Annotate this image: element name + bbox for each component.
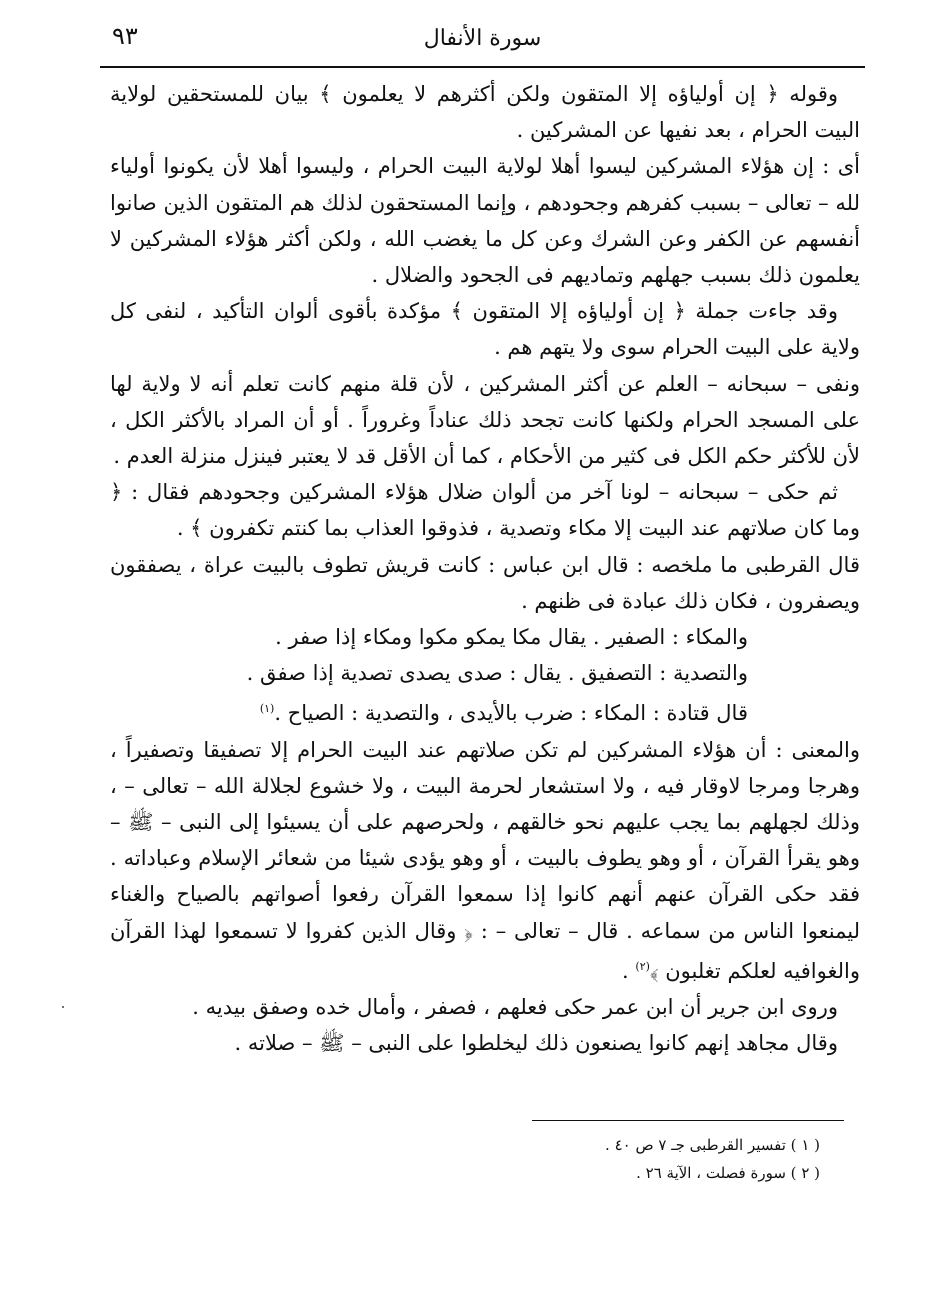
paragraph-ibn-jarir: وروى ابن جرير أن ابن عمر حكى فعلهم ، فصفر ، وأمال خده وصفق بيديه . (192, 995, 838, 1020)
page-body (110, 76, 860, 1061)
footnote-divider (532, 1120, 844, 1121)
footnote-ref-2: (٢) (635, 959, 650, 973)
paragraph-quran-quote: ثم حكى – سبحانه – لونا آخر من ألوان ضلال هؤلاء المشركين وجحودهم فقال : ﴿ وما كان صلاتهم عند البيت إلا مكاء وتصدية ، فذوقوا العذاب بما كنتم تكفرون ﴾ . (110, 480, 860, 541)
qatada-text: قال قتادة : المكاء : ضرب بالأيدى ، والتصدية : الصياح . (274, 701, 748, 726)
paragraph-general-meaning (110, 732, 860, 989)
surah-title: سورة الأنفال (423, 26, 542, 51)
paragraph-qurtubi: قال القرطبى ما ملخصه : قال ابن عباس : كانت قريش تطوف بالبيت عراة ، يصفقون ويصفرون ، فكان ذلك عبادة فى ظنهم . (110, 552, 860, 613)
paragraph-meaning: أى : إن هؤلاء المشركين ليسوا أهلا لولاية البيت الحرام ، وليسوا أهلا لأن يكونوا أولياء لله – تعالى – بسبب كفرهم وجحودهم ، وإنما المستحقون لذلك هم المتقون الذين صانوا أنفسهم عن الكفر وعن الشرك وعن كل ما يغضب الله ، ولكن أكثر هؤلاء المشركين لا يعلمون ذلك بسبب جهلهم وتماديهم فى الجحود والضلال . (110, 154, 860, 288)
page-number: ٩٣ (112, 22, 138, 50)
meaning-end: . (622, 958, 636, 983)
definition-tasdiya: والتصدية : التصفيق . يقال : صدى يصدى تصدية إذا صفق . (246, 661, 748, 686)
paragraph-mujahid: وقال مجاهد إنهم كانوا يصنعون ذلك ليخلطوا على النبى – ﷺ – صلاته . (234, 1031, 838, 1056)
meaning-text: والمعنى : أن هؤلاء المشركين لم تكن صلاتهم عند البيت الحرام إلا تصفيقا وتصفيراً ، وهرجا ومرجا لاوقار فيه ، ولا استشعار لحرمة البيت ، ولا خشوع لجلالة الله – تعالى – ، وذلك لجهلهم بما يجب عليهم نحو خالقهم ، ولحرصهم على أن يسيئوا إلى النبى – ﷺ – وهو يقرأ القرآن ، أو وهو يطوف بالبيت ، أو وهو يؤدى شيئا من شعائر الإسلام وعباداته . فقد حكى القرآن عنهم أنهم كانوا إذا سمعوا القرآن رفعوا أصواتهم بالصياح والغناء ليمنعوا الناس من سماعه . قال – تعالى – : ﴿ وقال الذين كفروا لا تسمعوا لهذا القرآن والغوافيه لعلكم تغلبون ﴾ (110, 737, 860, 983)
footnote-2: ( ٢ ) سورة فصلت ، الآية ٢٦ . (636, 1164, 820, 1182)
definition-mukaa: والمكاء : الصفير . يقال مكا يمكو مكوا ومكاء إذا صفر . (275, 625, 748, 650)
footnotes (380, 1131, 820, 1187)
paragraph-verse-explanation: وقوله ﴿ إن أولياؤه إلا المتقون ولكن أكثرهم لا يعلمون ﴾ بيان للمستحقين لولاية البيت الحرام ، بعد نفيها عن المشركين . (110, 82, 860, 143)
page-header (100, 20, 865, 68)
paragraph-negation: ونفى – سبحانه – العلم عن أكثر المشركين ، لأن قلة منهم كانت تعلم أنه لا ولاية لها على المسجد الحرام ولكنها كانت تجحد ذلك عناداً وغروراً . أو أن المراد بالأكثر الكل ، لأن للأكثر حكم الكل فى كثير من الأحكام ، كما أن الأقل قد لا يعتبر فينزل منزلة العدم . (110, 371, 860, 469)
footnote-ref-1: (١) (259, 702, 275, 716)
paragraph-emphasis: وقد جاءت جملة ﴿ إن أولياؤه إلا المتقون ﴾ مؤكدة بأقوى ألوان التأكيد ، لنفى كل ولاية على البيت الحرام سوى ولا يتهم هم . (110, 299, 860, 360)
paragraph-qatada (110, 691, 860, 731)
footnote-1: ( ١ ) تفسير القرطبى جـ ٧ ص ٤٠ . (605, 1136, 820, 1154)
scan-speck (62, 1006, 64, 1008)
